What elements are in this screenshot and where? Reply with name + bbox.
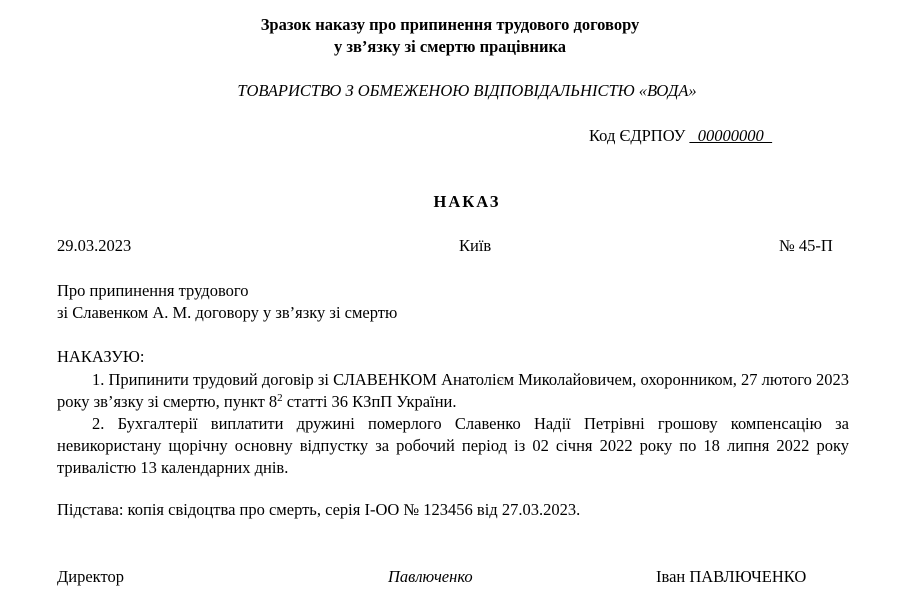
order-date: 29.03.2023 (57, 236, 132, 255)
subject-line-2: зі Славенком А. М. договору у зв’язку зі смертю (57, 303, 398, 322)
company-name: ТОВАРИСТВО З ОБМЕЖЕНОЮ ВІДПОВІДАЛЬНІСТЮ «ВОДА» (237, 81, 697, 100)
order-item-1-superscript: 2 (277, 392, 283, 404)
order-item-1-text: 1. Припинити трудовий договір зі СЛАВЕНКОМ Анатолієм Миколайовичем, охоронником, 27 лютого 2023 року зв’язку зі смертю, пункт 8 (57, 370, 849, 411)
signature-position: Директор (57, 567, 124, 586)
order-number: № 45-П (779, 236, 833, 255)
subject-line-1: Про припинення трудового (57, 281, 249, 300)
order-item-2: 2. Бухгалтерії виплатити дружині померлого Славенко Надії Петрівні грошову компенсацію за невикористану щорічну основну відпустку за робочий період із 02 січня 2022 року по 18 липня 2022 року тривалістю 13 календарних днів. (57, 414, 849, 477)
edrpou-line (589, 126, 772, 146)
order-subject (57, 280, 397, 324)
order-title: НАКАЗ (433, 192, 501, 211)
document-title-line-1: Зразок наказу про припинення трудового договору (260, 15, 640, 34)
order-word: НАКАЗУЮ: (57, 347, 145, 366)
edrpou-label: Код ЄДРПОУ (589, 126, 690, 145)
order-item-1 (57, 369, 849, 413)
signature-name: Іван ПАВЛЮЧЕНКО (656, 567, 807, 586)
signature-handwritten: Павлюченко (388, 567, 473, 586)
order-item-1-tail: статті 36 КЗпП України. (282, 392, 457, 411)
order-basis: Підстава: копія свідоцтва про смерть, серія І-ОО № 123456 від 27.03.2023. (57, 500, 581, 519)
edrpou-code: _00000000_ (689, 126, 773, 145)
document-title-line-2: у зв’язку зі смертю працівника (333, 37, 567, 56)
order-city: Київ (459, 236, 492, 255)
